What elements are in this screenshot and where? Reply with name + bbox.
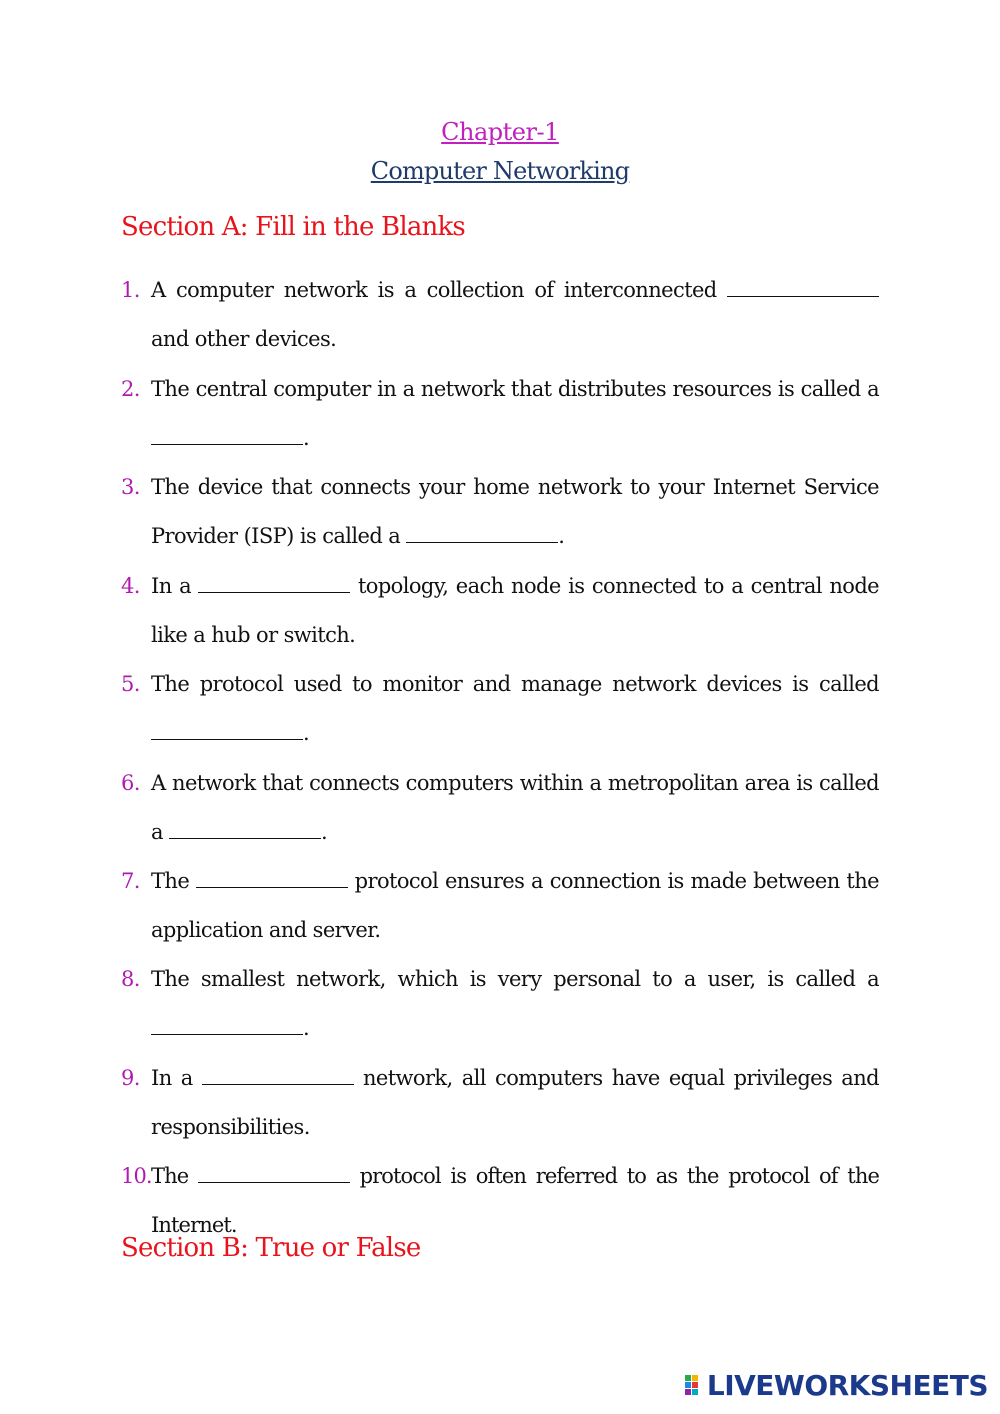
question-text-before: The smallest network, which is very personal to a user, is called a bbox=[151, 967, 879, 991]
question-text-after: . bbox=[558, 524, 565, 548]
answer-blank-7[interactable] bbox=[196, 869, 348, 888]
question-number: 7. bbox=[121, 869, 140, 893]
question-text-after: . bbox=[303, 426, 310, 450]
question-text-before: The bbox=[151, 1164, 198, 1188]
question-text-after: . bbox=[303, 721, 310, 745]
question-text bbox=[151, 955, 879, 1053]
question-text-after: protocol is often referred to as the protocol of the Internet. bbox=[151, 1164, 879, 1237]
question-text bbox=[151, 365, 879, 463]
liveworksheets-logo-icon bbox=[685, 1373, 705, 1397]
question-7 bbox=[121, 857, 879, 955]
answer-blank-2[interactable] bbox=[151, 426, 303, 445]
chapter-title: Computer Networking bbox=[370, 157, 630, 185]
question-text-after: . bbox=[303, 1016, 310, 1040]
question-4 bbox=[121, 562, 879, 660]
answer-blank-1[interactable] bbox=[727, 278, 879, 297]
answer-blank-6[interactable] bbox=[169, 820, 321, 839]
question-text-before: In a bbox=[151, 1066, 202, 1090]
question-text bbox=[151, 463, 879, 561]
answer-blank-5[interactable] bbox=[151, 721, 303, 740]
question-text bbox=[151, 660, 879, 758]
chapter-heading: Chapter-1 bbox=[441, 118, 559, 146]
section-b-title: Section B: True or False bbox=[121, 1233, 421, 1263]
answer-blank-3[interactable] bbox=[406, 524, 558, 543]
question-number: 10. bbox=[121, 1164, 152, 1188]
question-text-before: The device that connects your home network to your Internet Service Provider (ISP) is called a bbox=[151, 475, 879, 548]
answer-blank-4[interactable] bbox=[198, 574, 350, 593]
question-text-before: The protocol used to monitor and manage network devices is called bbox=[151, 672, 879, 696]
question-text bbox=[151, 1054, 879, 1152]
question-number: 3. bbox=[121, 475, 140, 499]
question-text bbox=[151, 562, 879, 660]
question-text bbox=[151, 759, 879, 857]
question-number: 9. bbox=[121, 1066, 140, 1090]
question-number: 6. bbox=[121, 771, 140, 795]
question-text-after: protocol ensures a connection is made between the application and server. bbox=[151, 869, 879, 942]
question-text-before: A network that connects computers within a metropolitan area is called a bbox=[151, 771, 879, 844]
liveworksheets-brand bbox=[685, 1370, 988, 1400]
question-3 bbox=[121, 463, 879, 561]
answer-blank-10[interactable] bbox=[198, 1164, 350, 1183]
question-text-before: The central computer in a network that distributes resources is called a bbox=[151, 377, 879, 401]
question-9 bbox=[121, 1054, 879, 1152]
question-text-before: In a bbox=[151, 574, 199, 598]
question-1 bbox=[121, 266, 879, 364]
question-number: 8. bbox=[121, 967, 140, 991]
question-6 bbox=[121, 759, 879, 857]
section-a-title: Section A: Fill in the Blanks bbox=[121, 212, 465, 242]
question-2 bbox=[121, 365, 879, 463]
question-number: 1. bbox=[121, 278, 140, 302]
question-text bbox=[151, 857, 879, 955]
question-text-after: . bbox=[321, 820, 328, 844]
question-number: 4. bbox=[121, 574, 140, 598]
question-number: 2. bbox=[121, 377, 140, 401]
brand-name: LIVEWORKSHEETS bbox=[706, 1368, 988, 1402]
question-text-before: The bbox=[151, 869, 196, 893]
question-text-after: topology, each node is connected to a central node like a hub or switch. bbox=[151, 574, 879, 647]
question-text-after: and other devices. bbox=[151, 327, 337, 351]
answer-blank-9[interactable] bbox=[202, 1066, 354, 1085]
question-5 bbox=[121, 660, 879, 758]
question-number: 5. bbox=[121, 672, 140, 696]
question-text-before: A computer network is a collection of interconnected bbox=[151, 278, 727, 302]
question-text-after: network, all computers have equal privileges and responsibilities. bbox=[151, 1066, 879, 1139]
question-text bbox=[151, 266, 879, 364]
question-8 bbox=[121, 955, 879, 1053]
answer-blank-8[interactable] bbox=[151, 1016, 303, 1035]
